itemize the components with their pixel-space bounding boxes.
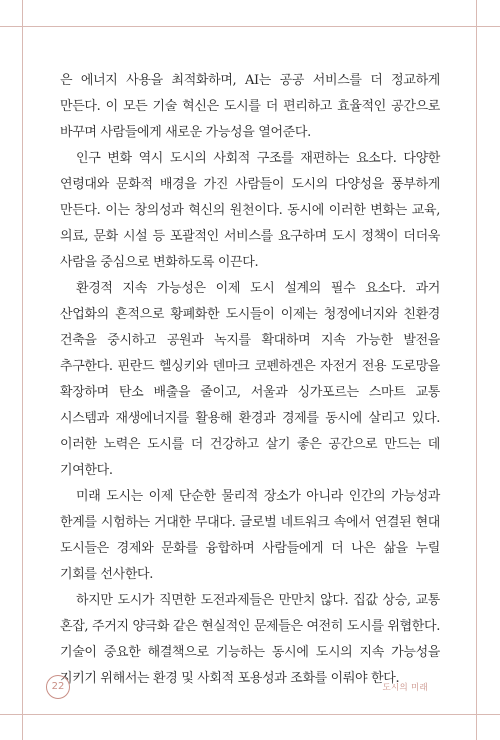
paragraph: 하지만 도시가 직면한 도전과제들은 만만치 않다. 집값 상승, 교통 혼잡, 주거지 양극화 같은 현실적인 문제들은 여전히 도시를 위협한다. 기술이 중요한 해결책으로 기능하는 동시에 도시의 지속 가능성을 지키기 위해서는 환경 및 사회적 포용성과 조화를 이뤄야 한다. [60,593,440,686]
paragraph: 인구 변화 역시 도시의 사회적 구조를 재편하는 요소다. 다양한 연령대와 문화적 배경을 가진 사람들이 도시의 다양성을 풍부하게 만든다. 이는 창의성과 혁신의 원천이다. 동시에 이러한 변화는 교육, 의료, 문화 시설 등 포괄적인 서비스를 요구하며 도시 정책이 더더욱 사람을 중심으로 변화하도록 이끈다. [60,151,440,270]
frame-left-line [22,0,23,740]
frame-bottom-line [0,714,500,715]
paragraph: 미래 도시는 이제 단순한 물리적 장소가 아니라 인간의 가능성과 한계를 시험하는 거대한 무대다. 글로벌 네트워크 속에서 연결된 현대 도시들은 경제와 문화를 융합하며 사람들에게 더 나은 삶을 누릴 기회를 선사한다. [60,489,440,582]
frame-right-line [476,0,477,740]
page-number: 22 [46,675,70,699]
frame-top-line [0,26,500,27]
paragraph: 은 에너지 사용을 최적화하며, AI는 공공 서비스를 더 정교하게 만든다. 이 모든 기술 혁신은 도시를 더 편리하고 효율적인 공간으로 바꾸며 사람들에게 새로운 가능성을 열어준다. [60,73,440,140]
paragraph: 환경적 지속 가능성은 이제 도시 설계의 필수 요소다. 과거 산업화의 흔적으로 황폐화한 도시들이 이제는 청정에너지와 친환경 건축을 중시하고 공원과 녹지를 확대하며 지속 가능한 발전을 추구한다. 핀란드 헬싱키와 덴마크 코펜하겐은 자전거 전용 도로망을 확장하며 탄소 배출을 줄이고, 서울과 싱가포르는 스마트 교통 시스템과 재생에너지를 활용해 환경과 경제를 동시에 살리고 있다. 이러한 노력은 도시를 더 건강하고 살기 좋은 공간으로 만드는 데 기여한다. [60,281,440,478]
running-title: 도시의 미래 [382,683,428,693]
body-text [60,68,440,692]
